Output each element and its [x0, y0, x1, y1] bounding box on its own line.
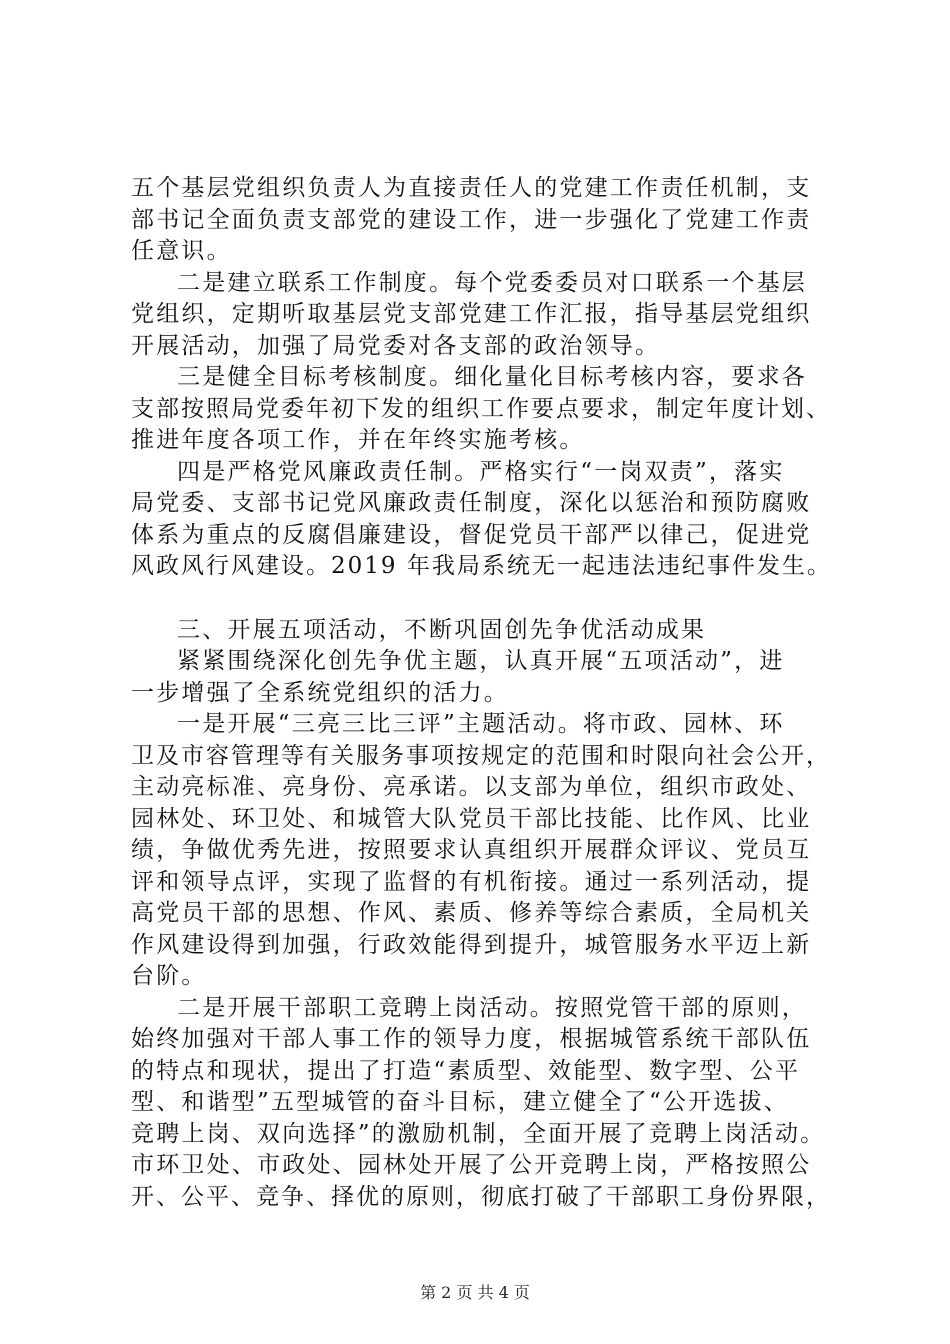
text-line: 评和领导点评，实现了监督的有机衔接。通过一系列活动，提	[131, 869, 812, 895]
page-number: 第 2 页 共 4 页	[420, 1283, 530, 1302]
text-line: 台阶。	[131, 963, 207, 989]
text-line: 紧紧围绕深化创先争优主题，认真开展“五项活动”，进	[177, 648, 785, 674]
text-line: 绩，争做优秀先进，按照要求认真组织开展群众评议、党员互	[131, 837, 812, 863]
text-line: 一步增强了全系统党组织的活力。	[131, 680, 509, 706]
text-line: 竞聘上岗、双向选择”的激励机制，全面开展了竞聘上岗活动。	[131, 1121, 826, 1147]
text-line: 园林处、环卫处、和城管大队党员干部比技能、比作风、比业	[131, 806, 812, 832]
text-line: 体系为重点的反腐倡廉建设，督促党员干部严以律己，促进党	[131, 522, 812, 548]
text-line: 卫及市容管理等有关服务事项按规定的范围和时限向社会公开，	[131, 743, 831, 769]
text-line: 始终加强对干部人事工作的领导力度，根据城管系统干部队伍	[131, 1026, 812, 1052]
section-heading: 三、开展五项活动，不断巩固创先争优活动成果	[177, 617, 707, 643]
text-line: 三是健全目标考核制度。细化量化目标考核内容，要求各	[177, 364, 807, 390]
text-line: 支部按照局党委年初下发的组织工作要点要求，制定年度计划、	[131, 396, 831, 422]
text-line: 主动亮标准、亮身份、亮承诺。以支部为单位，组织市政处、	[131, 774, 812, 800]
text-line: 任意识。	[131, 238, 232, 264]
text-line: 开、公平、竞争、择优的原则，彻底打破了干部职工身份界限，	[131, 1184, 831, 1210]
text-line: 推进年度各项工作，并在年终实施考核。	[131, 427, 585, 453]
text-line: 局党委、支部书记党风廉政责任制度，深化以惩治和预防腐败	[131, 490, 812, 516]
text-line: 市环卫处、市政处、园林处开展了公开竞聘上岗，严格按照公	[131, 1152, 812, 1178]
text-line: 风政风行风建设。2019 年我局系统无一起违法违纪事件发生。	[131, 553, 832, 579]
text-line: 高党员干部的思想、作风、素质、修养等综合素质，全局机关	[131, 900, 812, 926]
text-line: 五个基层党组织负责人为直接责任人的党建工作责任机制，支	[131, 175, 812, 201]
text-line: 开展活动，加强了局党委对各支部的政治领导。	[131, 333, 661, 359]
text-line: 型、和谐型”五型城管的奋斗目标，建立健全了“公开选拔、	[131, 1089, 789, 1115]
text-line: 二是建立联系工作制度。每个党委委员对口联系一个基层	[177, 270, 807, 296]
text-line: 一是开展“三亮三比三评”主题活动。将市政、园林、环	[177, 711, 785, 737]
text-line: 的特点和现状，提出了打造“素质型、效能型、数字型、公平	[131, 1058, 801, 1084]
text-line: 作风建设得到加强，行政效能得到提升，城管服务水平迈上新	[131, 932, 812, 958]
text-line: 二是开展干部职工竞聘上岗活动。按照党管干部的原则，	[177, 995, 807, 1021]
text-line: 部书记全面负责支部党的建设工作，进一步强化了党建工作责	[131, 207, 812, 233]
text-line: 党组织，定期听取基层党支部党建工作汇报，指导基层党组织	[131, 301, 812, 327]
text-line: 四是严格党风廉政责任制。严格实行“一岗双责”，落实	[177, 459, 785, 485]
